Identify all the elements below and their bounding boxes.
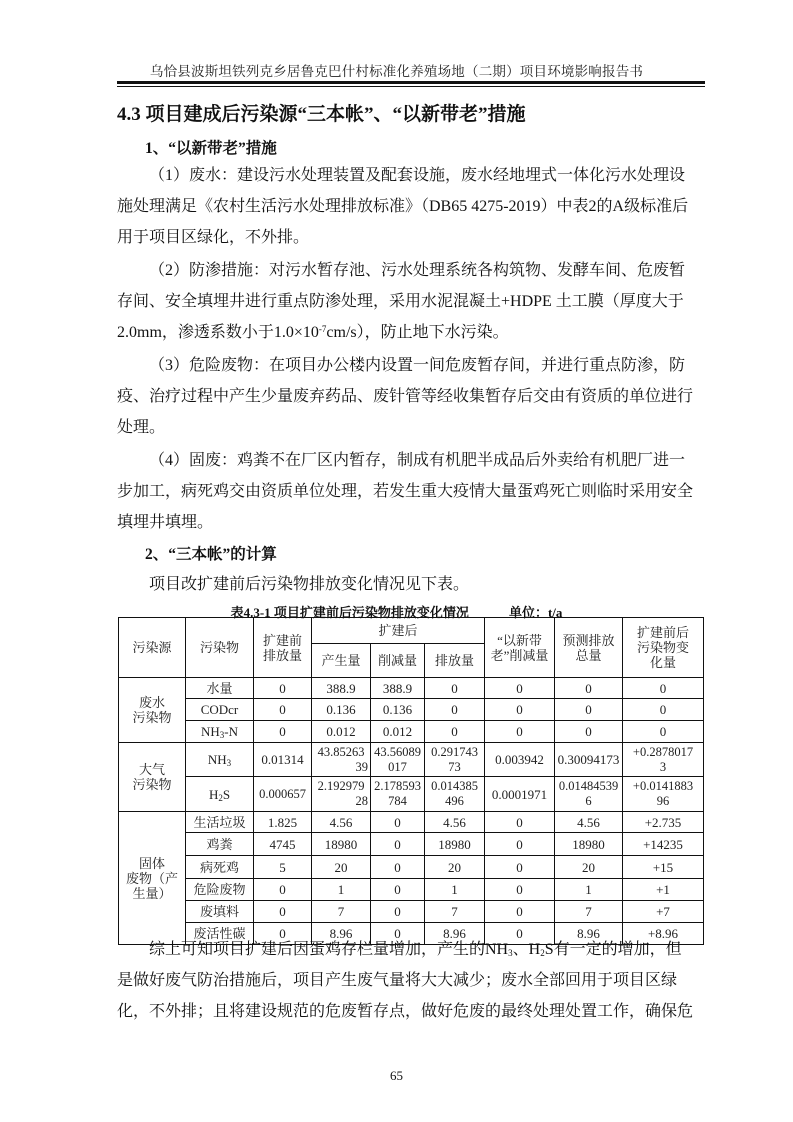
after-emit-cell: 0: [425, 699, 485, 721]
header-after-group: 扩建后: [312, 618, 485, 644]
after-emit-cell: 20: [425, 856, 485, 879]
yxdl-cell: 0: [485, 879, 555, 901]
emissions-table: [118, 617, 704, 945]
after-cut-cell: 0.136: [371, 699, 425, 721]
forecast-cell: 0.01484539 6: [555, 777, 623, 812]
header-before: 扩建前 排放量: [254, 618, 312, 678]
table-row: [119, 678, 704, 699]
pollutant-cell: 生活垃圾: [186, 812, 254, 833]
after-cut-cell: 0.012: [371, 721, 425, 743]
yxdl-cell: 0: [485, 699, 555, 721]
before-cell: 0: [254, 923, 312, 945]
table-caption-title: 表4.3-1 项目扩建前后污染物排放变化情况: [230, 605, 469, 620]
header-after-gen: 产生量: [312, 644, 371, 678]
after-gen-cell: 7: [312, 901, 371, 923]
source-cell: 固体 废物（产 生量）: [119, 812, 186, 945]
after-cut-cell: 2.178593 784: [371, 777, 425, 812]
pollutant-cell: $NH_3-N$: [186, 721, 254, 743]
before-cell: 0.01314: [254, 743, 312, 777]
table-intro: 项目改扩建前后污染物排放变化情况见下表。: [149, 576, 470, 593]
after-emit-cell: 1: [425, 879, 485, 901]
before-cell: 0: [254, 879, 312, 901]
forecast-cell: 18980: [555, 833, 623, 856]
before-cell: 0: [254, 699, 312, 721]
measure-1-line-1: （1）废水：建设污水处理装置及配套设施，废水经地埋式一体化污水处理设: [149, 167, 686, 184]
forecast-cell: 0: [555, 721, 623, 743]
after-gen-cell: 20: [312, 856, 371, 879]
forecast-cell: 4.56: [555, 812, 623, 833]
measure-3-line-2: 疫、治疗过程中产生少量废弃药品、废针管等经收集暂存后交由有资质的单位进行: [117, 388, 694, 405]
header-rule-thick: [117, 81, 705, 84]
measure-2-exponent: -7: [318, 324, 327, 334]
subsection-title-2: 2、“三本帐”的计算: [145, 546, 277, 563]
after-cut-cell: 0: [371, 879, 425, 901]
after-gen-cell: 2.192979 28: [312, 777, 371, 812]
after-emit-cell: 18980: [425, 833, 485, 856]
measure-4-line-2: 步加工，病死鸡交由资质单位处理，若发生重大疫情大量蛋鸡死亡则临时采用安全: [117, 483, 694, 500]
running-header-title: 乌恰县波斯坦铁列克乡居鲁克巴什村标准化养殖场地（二期）项目环境影响报告书: [149, 64, 644, 79]
change-cell: +7: [623, 901, 704, 923]
after-gen-cell: 1: [312, 879, 371, 901]
measure-4-line-3: 填埋井填埋。: [117, 514, 214, 531]
change-cell: +2.735: [623, 812, 704, 833]
after-emit-cell: 0: [425, 678, 485, 699]
yxdl-cell: 0: [485, 856, 555, 879]
after-cut-cell: 0: [371, 833, 425, 856]
yxdl-cell: 0.003942: [485, 743, 555, 777]
measure-1-line-2: 施处理满足《农村生活污水处理排放标准》（DB65 4275-2019）中表2的A级标准后: [117, 198, 689, 215]
table-row: [119, 856, 704, 879]
header-forecast: 预测排放 总量: [555, 618, 623, 678]
source-cell: 大气 污染物: [119, 743, 186, 812]
after-gen-cell: 0.136: [312, 699, 371, 721]
table-row: [119, 901, 704, 923]
forecast-cell: 8.96: [555, 923, 623, 945]
after-emit-cell: 4.56: [425, 812, 485, 833]
forecast-cell: 20: [555, 856, 623, 879]
section-title: 4.3 项目建成后污染源“三本帐”、“以新带老”措施: [117, 104, 526, 125]
after-gen-cell: 0.012: [312, 721, 371, 743]
change-cell: +8.96: [623, 923, 704, 945]
change-cell: +0.2878017 3: [623, 743, 704, 777]
after-gen-cell: 8.96: [312, 923, 371, 945]
forecast-cell: 0.30094173: [555, 743, 623, 777]
yxdl-cell: 0.0001971: [485, 777, 555, 812]
after-emit-cell: 0.291743 73: [425, 743, 485, 777]
after-cut-cell: 0: [371, 923, 425, 945]
yxdl-cell: 0: [485, 721, 555, 743]
yxdl-cell: 0: [485, 678, 555, 699]
before-cell: 4745: [254, 833, 312, 856]
pollutant-cell: 废填料: [186, 901, 254, 923]
yxdl-cell: 0: [485, 833, 555, 856]
yxdl-cell: 0: [485, 923, 555, 945]
after-emit-cell: 7: [425, 901, 485, 923]
measure-2-line-3: [117, 319, 509, 342]
forecast-cell: 0: [555, 699, 623, 721]
source-cell: 废水 污染物: [119, 678, 186, 743]
after-cut-cell: 0: [371, 812, 425, 833]
pollutant-cell: CODcr: [186, 699, 254, 721]
header-source: 污染源: [119, 618, 186, 678]
table-row: [119, 699, 704, 721]
forecast-cell: 7: [555, 901, 623, 923]
before-cell: 0: [254, 901, 312, 923]
before-cell: 0: [254, 721, 312, 743]
forecast-cell: 0: [555, 678, 623, 699]
change-cell: +0.0141883 96: [623, 777, 704, 812]
after-cut-cell: 388.9: [371, 678, 425, 699]
change-cell: 0: [623, 678, 704, 699]
header-change: 扩建前后 污染物变 化量: [623, 618, 704, 678]
after-emit-cell: 8.96: [425, 923, 485, 945]
after-emit-cell: 0: [425, 721, 485, 743]
measure-2-line-2: 存间、安全填埋井进行重点防渗处理，采用水泥混凝土+HDPE 土工膜（厚度大于: [117, 293, 684, 310]
header-after-cut: 削减量: [371, 644, 425, 678]
change-cell: +15: [623, 856, 704, 879]
header-rule-thin: [117, 86, 705, 87]
measure-2-line-3-post: cm/s），防止地下水污染。: [326, 324, 509, 341]
table-body: [119, 678, 704, 945]
conclusion-line-3: 化，不外排；且将建设规范的危废暂存点，做好危废的最终处理处置工作，确保危: [117, 1003, 694, 1020]
after-gen-cell: 18980: [312, 833, 371, 856]
table-row: [119, 721, 704, 743]
after-cut-cell: 0: [371, 856, 425, 879]
before-cell: 0: [254, 678, 312, 699]
after-cut-cell: 0: [371, 901, 425, 923]
before-cell: 1.825: [254, 812, 312, 833]
header-yxdl: “以新带 老”削减量: [485, 618, 555, 678]
header-after-emit: 排放量: [425, 644, 485, 678]
measure-3-line-1: （3）危险废物：在项目办公楼内设置一间危废暂存间，并进行重点防渗，防: [149, 357, 686, 374]
pollutant-cell: 鸡粪: [186, 833, 254, 856]
measure-1-line-3: 用于项目区绿化，不外排。: [117, 229, 310, 246]
after-gen-cell: 388.9: [312, 678, 371, 699]
conclusion-line-2: 是做好废气防治措施后，项目产生废气量将大大减少；废水全部回用于项目区绿: [117, 972, 678, 989]
table-row: [119, 833, 704, 856]
header-pollutant: 污染物: [186, 618, 254, 678]
pollutant-cell: 废活性碳: [186, 923, 254, 945]
table-unit: 单位：t/a: [508, 605, 563, 620]
forecast-cell: 1: [555, 879, 623, 901]
page-number: 65: [390, 1068, 403, 1083]
change-cell: 0: [623, 721, 704, 743]
pollutant-cell: 危险废物: [186, 879, 254, 901]
conclusion-line-1: 综上可知项目扩建后因蛋鸡存栏量增加，产生的$NH_3$、$H_2S$有一定的增加，但: [149, 941, 682, 958]
pollutant-cell: 病死鸡: [186, 856, 254, 879]
subsection-title-1: 1、“以新带老”措施: [145, 140, 277, 157]
measure-3-line-3: 处理。: [117, 419, 166, 436]
measure-2-line-1: （2）防渗措施：对污水暂存池、污水处理系统各构筑物、发酵车间、危废暂: [149, 262, 686, 279]
measure-4-line-1: （4）固废：鸡粪不在厂区内暂存，制成有机肥半成品后外卖给有机肥厂进一: [149, 452, 686, 469]
table-row: [119, 743, 704, 777]
before-cell: 5: [254, 856, 312, 879]
yxdl-cell: 0: [485, 812, 555, 833]
pollutant-cell: $NH_3$: [186, 743, 254, 777]
before-cell: 0.000657: [254, 777, 312, 812]
change-cell: +14235: [623, 833, 704, 856]
measure-2-line-3-pre: 2.0mm，渗透系数小于1.0×10: [117, 324, 319, 341]
table-row: [119, 777, 704, 812]
pollutant-cell: 水量: [186, 678, 254, 699]
change-cell: +1: [623, 879, 704, 901]
yxdl-cell: 0: [485, 901, 555, 923]
after-gen-cell: 4.56: [312, 812, 371, 833]
after-gen-cell: 43.85263 39: [312, 743, 371, 777]
table-row: [119, 879, 704, 901]
change-cell: 0: [623, 699, 704, 721]
after-emit-cell: 0.014385 496: [425, 777, 485, 812]
pollutant-cell: $H_2S$: [186, 777, 254, 812]
after-cut-cell: 43.56089 017: [371, 743, 425, 777]
table-row: [119, 812, 704, 833]
